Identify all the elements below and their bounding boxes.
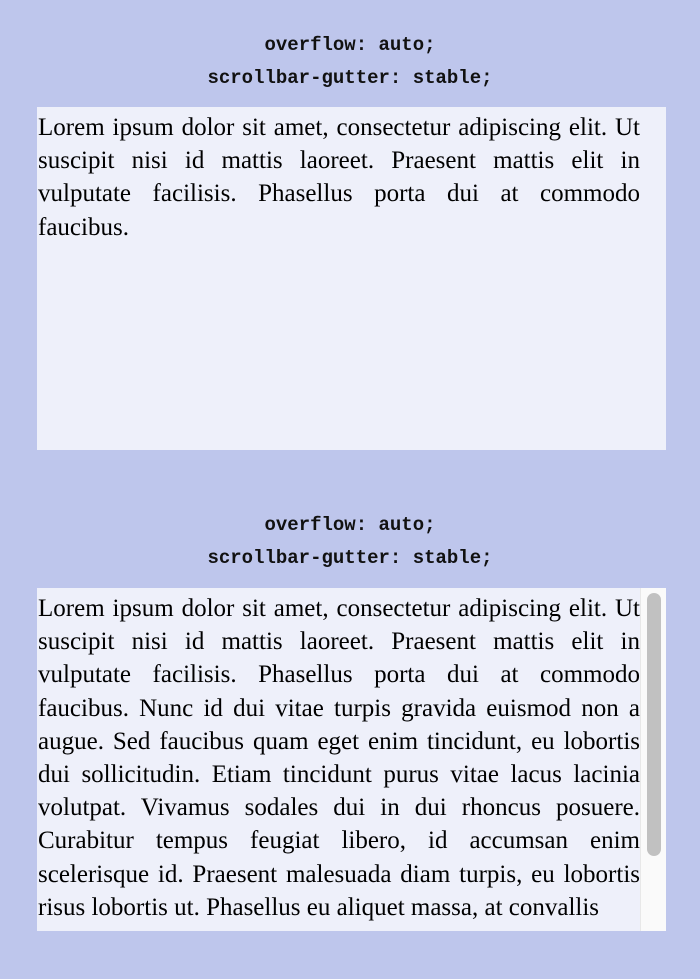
scroll-box-2-text: Lorem ipsum dolor sit amet, consectetur adipiscing elit. Ut suscipit nisi id mattis laoreet. Praesent mattis elit in vulputate facilisis. Phasellus porta dui at commodo faucibus. Nunc id dui vitae turpis gravida euismod non a augue. Sed faucibus quam eget enim tincidunt, eu lobortis dui sollicitudin. Etiam tincidunt purus vitae lacus lacinia volutpat. Vivamus sodales dui in dui rhoncus posuere. Curabitur tempus feugiat libero, id accumsan enim scelerisque id. Praesent malesuada diam turpis, eu lobortis risus lobortis ut. Phasellus eu aliquet massa, at convallis [38,595,640,921]
scroll-box-2[interactable] [37,588,666,931]
caption-2-line-2: scrollbar-gutter: stable; [207,547,493,569]
scroll-box-1-text: Lorem ipsum dolor sit amet, consectetur adipiscing elit. Ut suscipit nisi id mattis laoreet. Praesent mattis elit in vulputate facilisis. Phasellus porta dui at commodo faucibus. [38,114,640,241]
caption-2-line-1: overflow: auto; [264,514,436,536]
scrollbar-gutter-1 [640,107,666,450]
scroll-box-1[interactable] [37,107,666,450]
caption-1-line-2: scrollbar-gutter: stable; [207,67,493,89]
scrollbar-thumb[interactable] [647,593,661,856]
scrollbar-track[interactable] [640,588,666,931]
caption-1-line-1: overflow: auto; [264,34,436,56]
caption-2 [0,509,700,575]
caption-1 [0,29,700,95]
